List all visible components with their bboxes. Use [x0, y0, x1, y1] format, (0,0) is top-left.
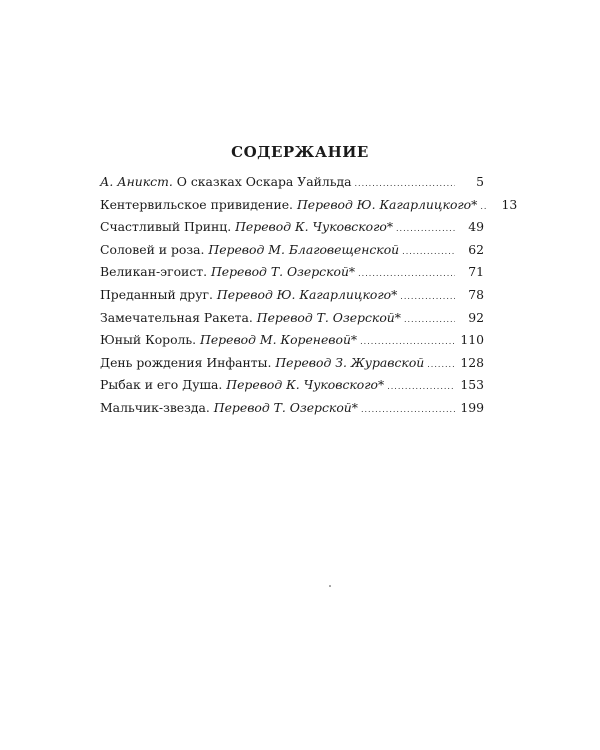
- toc-entry-title: Юный Король.: [100, 332, 201, 348]
- toc-entry-author: А. Аникст.: [100, 174, 173, 189]
- toc-entry: [100, 196, 518, 220]
- toc-entry: [100, 219, 484, 242]
- toc-entry-title: Кентервильское привидение.: [100, 196, 297, 212]
- toc-entry: [100, 242, 484, 265]
- dot-leader: [400, 292, 455, 301]
- dot-leader: [358, 269, 455, 278]
- toc-entry-text: [100, 332, 357, 347]
- toc-entry-page: 128: [460, 354, 484, 370]
- toc-entry-translator: Перевод Т. Озерской*: [210, 264, 356, 280]
- toc-entry-translator: Перевод К. Чуковского*: [235, 219, 394, 235]
- toc-entry-page: 62: [468, 241, 484, 257]
- dot-leader: [360, 337, 455, 346]
- toc-entry-translator: Перевод Т. Озерской*: [213, 399, 358, 415]
- toc-entry-translator: Перевод Т. Озерской*: [256, 309, 401, 325]
- dot-leader: [427, 360, 455, 369]
- toc-entry-translator: Перевод Ю. Кагарлицкого*: [216, 286, 398, 302]
- toc-entry: [100, 310, 484, 333]
- toc-entry-page: 13: [501, 196, 518, 212]
- toc-entry-page: 5: [476, 174, 484, 189]
- toc-entry-title: Мальчик-звезда.: [100, 399, 214, 415]
- toc-entry-page: 71: [468, 264, 484, 280]
- toc-entry-text: [100, 174, 351, 189]
- toc-entry: [100, 355, 484, 378]
- toc-entry: [100, 174, 484, 197]
- toc-entry: [100, 287, 484, 310]
- toc-entry-translator: Перевод Ю. Кагарлицкого*: [296, 196, 478, 212]
- toc-entry-title: Замечательная Ракета.: [100, 309, 257, 325]
- toc-entry-title: День рождения Инфанты.: [100, 354, 276, 370]
- toc-entry-text: [100, 355, 424, 370]
- toc-entry-text: [100, 242, 399, 257]
- dot-leader: [402, 247, 455, 256]
- toc-entry-text: [100, 400, 358, 415]
- dot-leader: [387, 382, 455, 391]
- toc-entry: [100, 264, 484, 287]
- toc-entry-page: 92: [468, 309, 484, 325]
- toc-entry-translator: Перевод З. Журавской: [275, 354, 425, 370]
- dot-leader: [396, 224, 455, 233]
- toc-entry-text: [100, 287, 397, 302]
- dot-leader: [354, 179, 455, 188]
- toc-entry-title: Счастливый Принц.: [100, 219, 236, 235]
- toc-entry: [100, 400, 484, 423]
- toc-entry-page: 199: [460, 399, 484, 415]
- toc-entry-page: 153: [460, 377, 484, 393]
- toc-entry-translator: Перевод М. Благовещенской: [208, 241, 400, 257]
- toc-entry-title: Рыбак и его Душа.: [100, 377, 227, 393]
- toc-entry-page: 110: [460, 332, 484, 348]
- table-of-contents: [100, 174, 518, 423]
- toc-entry-page: 78: [468, 286, 484, 302]
- toc-entry-translator: Перевод М. Кореневой*: [200, 332, 358, 348]
- toc-entry-title: Великан-эгоист.: [100, 264, 211, 280]
- toc-entry-text: [100, 197, 477, 212]
- toc-entry-text: [100, 219, 393, 234]
- toc-entry: [100, 332, 484, 355]
- toc-entry-title: Соловей и роза.: [100, 241, 209, 257]
- toc-entry-text: [100, 264, 355, 279]
- toc-entry-title: О сказках Оскара Уайльда: [172, 174, 352, 189]
- dot-leader: [361, 405, 455, 414]
- toc-entry-text: [100, 377, 384, 392]
- toc-entry-title: Преданный друг.: [100, 286, 217, 302]
- page-title: СОДЕРЖАНИЕ: [231, 143, 369, 161]
- toc-entry-page: 49: [468, 219, 484, 235]
- toc-entry: [100, 377, 484, 400]
- toc-entry-text: [100, 310, 401, 325]
- dot-leader: [404, 315, 455, 324]
- dot-leader: [480, 202, 488, 211]
- toc-entry-translator: Перевод К. Чуковского*: [226, 377, 385, 393]
- paper-speck: [329, 585, 331, 587]
